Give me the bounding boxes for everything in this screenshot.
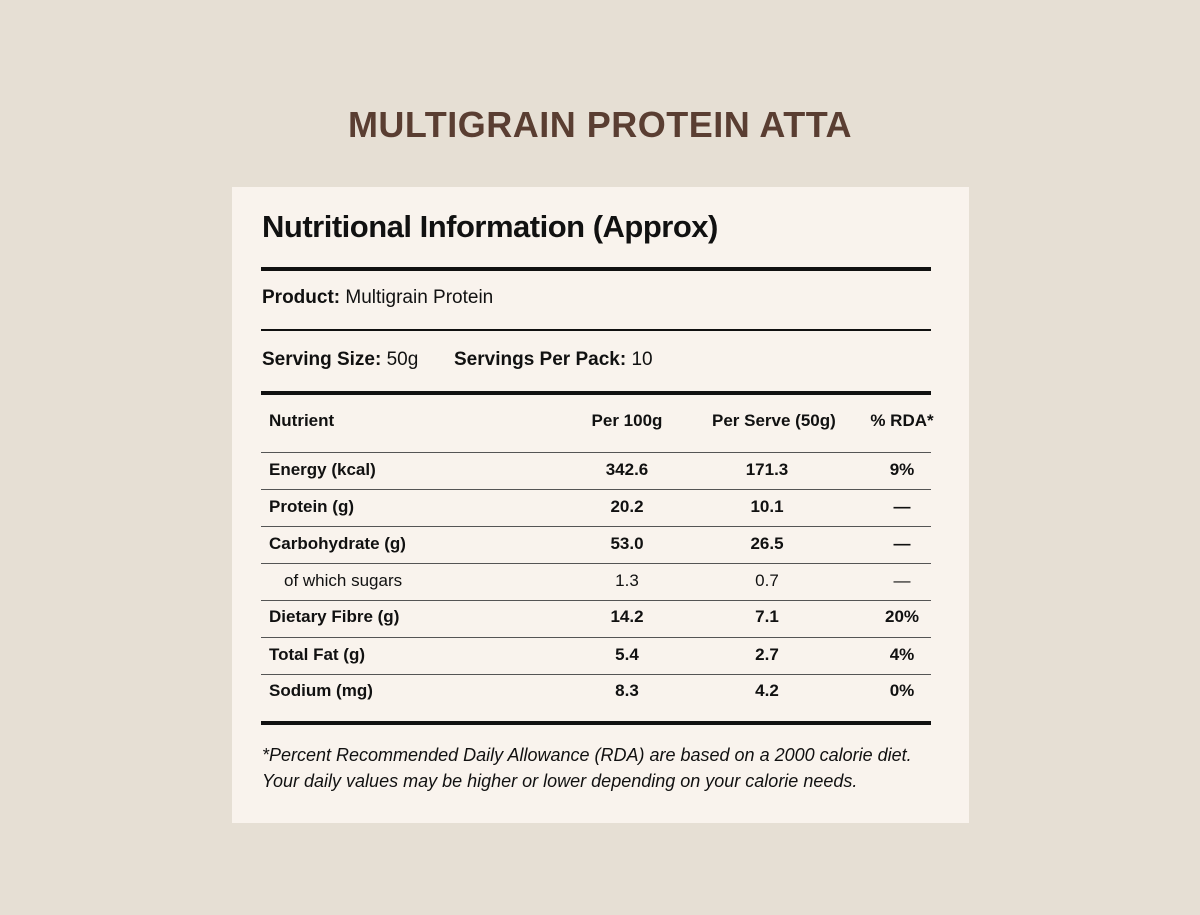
per-100g-value: 1.3 <box>615 571 639 590</box>
nutrient-name: Total Fat (g) <box>269 645 365 664</box>
brand-title: MULTIGRAIN PROTEIN ATTA <box>347 104 853 145</box>
per-serve-value: 7.1 <box>755 607 779 626</box>
row-divider <box>261 637 931 638</box>
per-serve-value: 2.7 <box>755 645 779 664</box>
column-header-rda: % RDA* <box>870 411 934 430</box>
nutrient-name: Dietary Fibre (g) <box>269 607 400 626</box>
footnote <box>262 742 952 794</box>
rda-value: — <box>893 497 911 516</box>
per-serve-value: 26.5 <box>750 534 784 553</box>
serving-size-line <box>262 349 418 371</box>
footnote-line: *Percent Recommended Daily Allowance (RDA) are based on a 2000 calorie diet. <box>262 745 912 765</box>
per-100g-value: 20.2 <box>610 497 644 516</box>
row-divider <box>261 674 931 675</box>
per-100g-value: 14.2 <box>610 607 644 626</box>
rda-value: 20% <box>884 607 920 626</box>
servings-per-pack-label: Servings Per Pack: <box>454 349 627 370</box>
per-100g-value: 342.6 <box>605 460 649 479</box>
per-100g-value: 53.0 <box>610 534 644 553</box>
rda-value: 0% <box>889 681 915 700</box>
nutrition-card <box>232 187 969 823</box>
row-divider <box>261 452 931 453</box>
per-serve-value: 0.7 <box>755 571 779 590</box>
servings-per-pack-line <box>454 349 653 371</box>
nutrient-name: Protein (g) <box>269 497 354 516</box>
row-divider <box>261 600 931 601</box>
card-heading: Nutritional Information (Approx) <box>262 209 718 244</box>
per-100g-value: 8.3 <box>615 681 639 700</box>
product-label: Product: <box>262 287 341 308</box>
divider <box>261 721 931 725</box>
column-header-per-100g: Per 100g <box>591 411 663 430</box>
per-serve-value: 4.2 <box>755 681 779 700</box>
row-divider <box>261 526 931 527</box>
divider <box>261 329 931 331</box>
serving-size-value: 50g <box>386 349 419 370</box>
product-value: Multigrain Protein <box>345 287 494 308</box>
column-header-per-serve: Per Serve (50g) <box>712 411 836 430</box>
rda-value: — <box>893 571 911 590</box>
nutrient-name: Sodium (mg) <box>269 681 373 700</box>
row-divider <box>261 563 931 564</box>
divider <box>261 267 931 271</box>
rda-value: 9% <box>889 460 915 479</box>
row-divider <box>261 489 931 490</box>
nutrient-name: Energy (kcal) <box>269 460 376 479</box>
footnote-line: Your daily values may be higher or lower depending on your calorie needs. <box>262 771 858 791</box>
per-serve-value: 171.3 <box>745 460 789 479</box>
per-serve-value: 10.1 <box>750 497 784 516</box>
nutrient-name: of which sugars <box>284 571 403 590</box>
nutrient-name: Carbohydrate (g) <box>269 534 406 553</box>
rda-value: — <box>893 534 911 553</box>
servings-per-pack-value: 10 <box>631 349 653 370</box>
per-100g-value: 5.4 <box>615 645 639 664</box>
divider <box>261 391 931 395</box>
product-line <box>262 287 493 309</box>
rda-value: 4% <box>889 645 915 664</box>
column-header-nutrient: Nutrient <box>269 411 335 430</box>
serving-size-label: Serving Size: <box>262 349 382 370</box>
